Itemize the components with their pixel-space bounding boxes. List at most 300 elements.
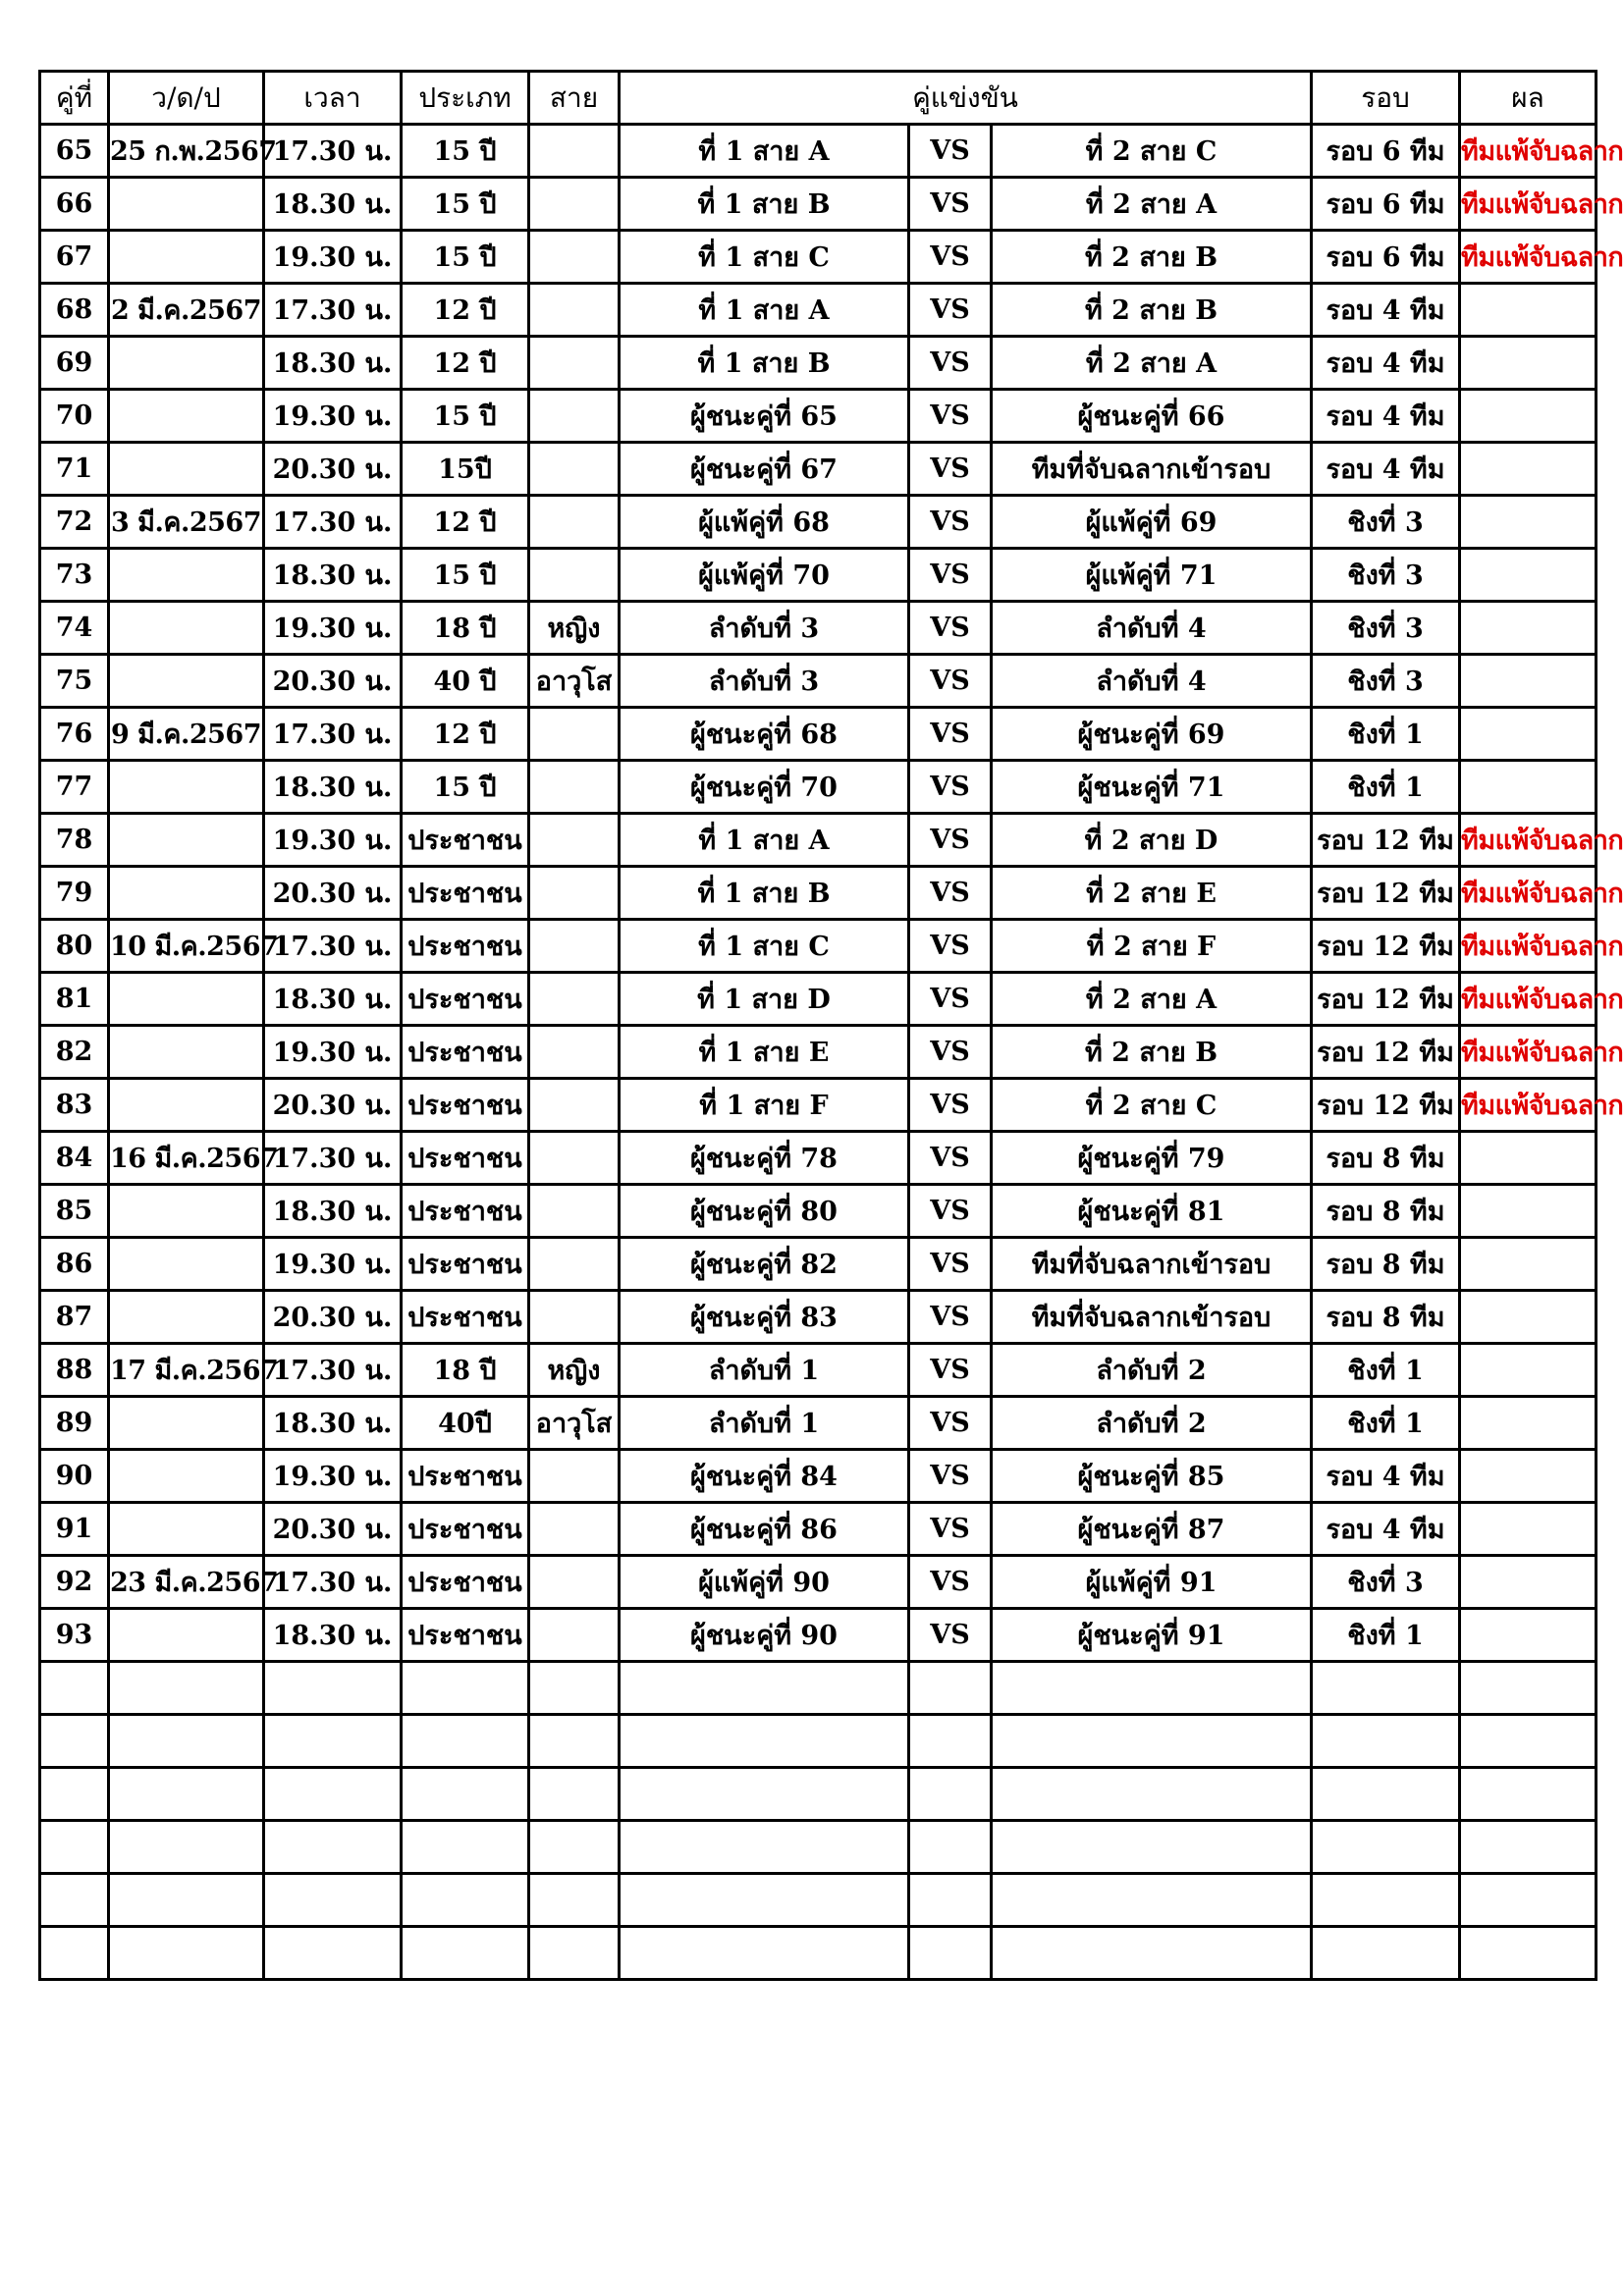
result-cell (1460, 1927, 1597, 1980)
team2-cell: ผู้แพ้คู่ที่ 91 (992, 1556, 1312, 1609)
category-cell: ประชาชน (402, 1185, 529, 1238)
line-cell (529, 231, 620, 284)
line-cell (529, 1079, 620, 1132)
match-number-cell: 72 (40, 496, 109, 549)
team2-cell: ที่ 2 สาย A (992, 973, 1312, 1026)
vs-cell: VS (909, 920, 992, 973)
team1-cell: ที่ 1 สาย D (620, 973, 909, 1026)
vs-cell: VS (909, 1503, 992, 1556)
team2-cell: ทีมที่จับฉลากเข้ารอบ (992, 1238, 1312, 1291)
team2-cell (992, 1927, 1312, 1980)
line-cell (529, 1927, 620, 1980)
category-cell: 12 ปี (402, 708, 529, 761)
match-number-cell: 65 (40, 125, 109, 178)
team2-cell: ทีมที่จับฉลากเข้ารอบ (992, 443, 1312, 496)
date-cell (109, 1715, 264, 1768)
result-cell (1460, 390, 1597, 443)
date-cell (109, 1291, 264, 1344)
match-number-cell (40, 1874, 109, 1927)
date-cell (109, 602, 264, 655)
match-number-cell: 88 (40, 1344, 109, 1397)
category-cell: ประชาชน (402, 1450, 529, 1503)
time-cell: 20.30 น. (264, 655, 402, 708)
category-cell: ประชาชน (402, 973, 529, 1026)
date-cell (109, 390, 264, 443)
match-number-cell (40, 1927, 109, 1980)
table-row (40, 1079, 1597, 1132)
result-cell: ทีมแพ้จับฉลาก (1460, 1079, 1597, 1132)
team1-cell (620, 1715, 909, 1768)
time-cell: 18.30 น. (264, 1185, 402, 1238)
table-row (40, 602, 1597, 655)
team2-cell: ผู้ชนะคู่ที่ 66 (992, 390, 1312, 443)
line-cell (529, 443, 620, 496)
vs-cell: VS (909, 814, 992, 867)
table-row (40, 1821, 1597, 1874)
team1-cell: ที่ 1 สาย A (620, 284, 909, 337)
category-cell: ประชาชน (402, 1026, 529, 1079)
date-cell: 23 มี.ค.2567 (109, 1556, 264, 1609)
date-cell (109, 1503, 264, 1556)
match-number-cell: 73 (40, 549, 109, 602)
date-cell (109, 1026, 264, 1079)
match-number-cell: 93 (40, 1609, 109, 1662)
match-number-cell: 67 (40, 231, 109, 284)
match-schedule-table (38, 70, 1624, 1981)
category-cell: ประชาชน (402, 1556, 529, 1609)
category-cell: 15ปี (402, 443, 529, 496)
result-cell (1460, 1715, 1597, 1768)
team2-cell: ที่ 2 สาย A (992, 337, 1312, 390)
table-row (40, 1185, 1597, 1238)
round-cell: รอบ 4 ทีม (1312, 390, 1460, 443)
result-cell (1460, 1662, 1597, 1715)
team2-cell (992, 1715, 1312, 1768)
round-cell: รอบ 12 ทีม (1312, 867, 1460, 920)
team2-cell: ผู้ชนะคู่ที่ 81 (992, 1185, 1312, 1238)
vs-cell (909, 1821, 992, 1874)
vs-cell: VS (909, 1397, 992, 1450)
match-number-cell (40, 1715, 109, 1768)
round-cell: ชิงที่ 3 (1312, 1556, 1460, 1609)
round-cell (1312, 1821, 1460, 1874)
time-cell: 19.30 น. (264, 231, 402, 284)
table-row (40, 1397, 1597, 1450)
category-cell: 12 ปี (402, 496, 529, 549)
result-cell: ทีมแพ้จับฉลาก (1460, 1026, 1597, 1079)
match-number-cell: 75 (40, 655, 109, 708)
line-cell (529, 1768, 620, 1821)
time-cell: 20.30 น. (264, 867, 402, 920)
category-cell: ประชาชน (402, 1238, 529, 1291)
date-cell: 2 มี.ค.2567 (109, 284, 264, 337)
match-number-cell (40, 1821, 109, 1874)
team2-cell: ผู้ชนะคู่ที่ 69 (992, 708, 1312, 761)
date-cell (109, 1238, 264, 1291)
result-cell (1460, 1821, 1597, 1874)
round-cell: รอบ 4 ทีม (1312, 1450, 1460, 1503)
vs-cell (909, 1768, 992, 1821)
team2-cell: ที่ 2 สาย A (992, 178, 1312, 231)
team2-cell (992, 1768, 1312, 1821)
line-cell (529, 920, 620, 973)
time-cell: 18.30 น. (264, 1609, 402, 1662)
team1-cell: ลำดับที่ 1 (620, 1344, 909, 1397)
team2-cell: ลำดับที่ 4 (992, 655, 1312, 708)
match-number-cell: 71 (40, 443, 109, 496)
round-cell: ชิงที่ 3 (1312, 496, 1460, 549)
date-cell (109, 178, 264, 231)
result-cell (1460, 1397, 1597, 1450)
round-cell: รอบ 4 ทีม (1312, 337, 1460, 390)
team1-cell (620, 1768, 909, 1821)
round-cell: รอบ 8 ทีม (1312, 1291, 1460, 1344)
date-cell (109, 655, 264, 708)
vs-cell: VS (909, 1079, 992, 1132)
line-cell (529, 178, 620, 231)
table-row (40, 390, 1597, 443)
result-cell (1460, 1556, 1597, 1609)
time-cell: 19.30 น. (264, 602, 402, 655)
team1-cell: ผู้ชนะคู่ที่ 68 (620, 708, 909, 761)
category-cell (402, 1821, 529, 1874)
result-cell (1460, 1874, 1597, 1927)
team1-cell: ผู้ชนะคู่ที่ 80 (620, 1185, 909, 1238)
table-row (40, 284, 1597, 337)
team1-cell: ที่ 1 สาย C (620, 920, 909, 973)
round-cell (1312, 1874, 1460, 1927)
date-cell (109, 1927, 264, 1980)
team1-cell: ลำดับที่ 1 (620, 1397, 909, 1450)
team1-cell: ที่ 1 สาย C (620, 231, 909, 284)
date-cell (109, 337, 264, 390)
time-cell: 17.30 น. (264, 1132, 402, 1185)
category-cell: 15 ปี (402, 761, 529, 814)
round-cell: รอบ 6 ทีม (1312, 178, 1460, 231)
time-cell: 17.30 น. (264, 708, 402, 761)
team1-cell: ผู้ชนะคู่ที่ 65 (620, 390, 909, 443)
header-opponents: คู่แข่งขัน (620, 72, 1312, 125)
line-cell (529, 1238, 620, 1291)
match-number-cell: 66 (40, 178, 109, 231)
team1-cell (620, 1662, 909, 1715)
table-row (40, 1450, 1597, 1503)
date-cell (109, 761, 264, 814)
time-cell: 18.30 น. (264, 761, 402, 814)
category-cell: 12 ปี (402, 337, 529, 390)
header-line: สาย (529, 72, 620, 125)
team1-cell: ผู้ชนะคู่ที่ 82 (620, 1238, 909, 1291)
match-number-cell: 69 (40, 337, 109, 390)
date-cell (109, 1609, 264, 1662)
line-cell (529, 814, 620, 867)
time-cell: 19.30 น. (264, 1238, 402, 1291)
table-row (40, 443, 1597, 496)
time-cell: 18.30 น. (264, 178, 402, 231)
match-number-cell: 91 (40, 1503, 109, 1556)
line-cell (529, 1132, 620, 1185)
round-cell (1312, 1768, 1460, 1821)
category-cell: 15 ปี (402, 178, 529, 231)
match-number-cell: 92 (40, 1556, 109, 1609)
date-cell (109, 1662, 264, 1715)
match-number-cell: 70 (40, 390, 109, 443)
category-cell: ประชาชน (402, 920, 529, 973)
result-cell (1460, 496, 1597, 549)
team1-cell (620, 1821, 909, 1874)
category-cell (402, 1927, 529, 1980)
result-cell: ทีมแพ้จับฉลาก (1460, 125, 1597, 178)
round-cell: รอบ 8 ทีม (1312, 1132, 1460, 1185)
date-cell (109, 443, 264, 496)
category-cell (402, 1874, 529, 1927)
result-cell (1460, 1609, 1597, 1662)
date-cell: 25 ก.พ.2567 (109, 125, 264, 178)
category-cell: ประชาชน (402, 1132, 529, 1185)
match-number-cell (40, 1768, 109, 1821)
table-row (40, 814, 1597, 867)
time-cell: 17.30 น. (264, 125, 402, 178)
category-cell: 15 ปี (402, 125, 529, 178)
category-cell: 40 ปี (402, 655, 529, 708)
team1-cell: ผู้แพ้คู่ที่ 68 (620, 496, 909, 549)
match-number-cell: 83 (40, 1079, 109, 1132)
round-cell: รอบ 4 ทีม (1312, 1503, 1460, 1556)
team2-cell (992, 1821, 1312, 1874)
result-cell (1460, 1238, 1597, 1291)
time-cell: 20.30 น. (264, 1503, 402, 1556)
line-cell: หญิง (529, 1344, 620, 1397)
team1-cell (620, 1927, 909, 1980)
round-cell: รอบ 12 ทีม (1312, 1079, 1460, 1132)
category-cell: 40ปี (402, 1397, 529, 1450)
match-number-cell (40, 1662, 109, 1715)
line-cell (529, 1821, 620, 1874)
match-number-cell: 90 (40, 1450, 109, 1503)
date-cell (109, 231, 264, 284)
team2-cell: ลำดับที่ 2 (992, 1397, 1312, 1450)
team2-cell: ที่ 2 สาย C (992, 125, 1312, 178)
team1-cell: ที่ 1 สาย A (620, 814, 909, 867)
table-row (40, 1768, 1597, 1821)
time-cell (264, 1874, 402, 1927)
table-row (40, 761, 1597, 814)
result-cell (1460, 761, 1597, 814)
line-cell: หญิง (529, 602, 620, 655)
match-number-cell: 79 (40, 867, 109, 920)
date-cell (109, 867, 264, 920)
result-cell: ทีมแพ้จับฉลาก (1460, 231, 1597, 284)
team2-cell: ผู้ชนะคู่ที่ 79 (992, 1132, 1312, 1185)
team2-cell: ลำดับที่ 2 (992, 1344, 1312, 1397)
line-cell (529, 1874, 620, 1927)
time-cell: 20.30 น. (264, 443, 402, 496)
table-row (40, 973, 1597, 1026)
team2-cell: ผู้แพ้คู่ที่ 71 (992, 549, 1312, 602)
match-number-cell: 81 (40, 973, 109, 1026)
category-cell: ประชาชน (402, 1609, 529, 1662)
time-cell: 17.30 น. (264, 1344, 402, 1397)
round-cell: ชิงที่ 1 (1312, 1397, 1460, 1450)
date-cell: 9 มี.ค.2567 (109, 708, 264, 761)
category-cell: ประชาชน (402, 814, 529, 867)
vs-cell (909, 1874, 992, 1927)
match-number-cell: 84 (40, 1132, 109, 1185)
header-result: ผล (1460, 72, 1597, 125)
match-number-cell: 80 (40, 920, 109, 973)
line-cell (529, 1503, 620, 1556)
round-cell: รอบ 6 ทีม (1312, 125, 1460, 178)
schedule-body (40, 125, 1624, 1980)
table-row (40, 125, 1597, 178)
round-cell: ชิงที่ 3 (1312, 602, 1460, 655)
vs-cell: VS (909, 284, 992, 337)
team2-cell: ที่ 2 สาย E (992, 867, 1312, 920)
round-cell: รอบ 8 ทีม (1312, 1185, 1460, 1238)
round-cell: ชิงที่ 3 (1312, 655, 1460, 708)
date-cell (109, 1821, 264, 1874)
team2-cell: ทีมที่จับฉลากเข้ารอบ (992, 1291, 1312, 1344)
team1-cell: ผู้ชนะคู่ที่ 78 (620, 1132, 909, 1185)
team1-cell: ที่ 1 สาย B (620, 178, 909, 231)
vs-cell: VS (909, 867, 992, 920)
vs-cell: VS (909, 1026, 992, 1079)
team2-cell: ที่ 2 สาย B (992, 284, 1312, 337)
vs-cell: VS (909, 1556, 992, 1609)
team1-cell: ที่ 1 สาย B (620, 867, 909, 920)
round-cell: รอบ 4 ทีม (1312, 284, 1460, 337)
team1-cell: ผู้ชนะคู่ที่ 83 (620, 1291, 909, 1344)
result-cell (1460, 549, 1597, 602)
match-number-cell: 68 (40, 284, 109, 337)
table-row (40, 920, 1597, 973)
team2-cell: ที่ 2 สาย B (992, 231, 1312, 284)
header-round: รอบ (1312, 72, 1460, 125)
line-cell (529, 549, 620, 602)
team1-cell: ผู้ชนะคู่ที่ 67 (620, 443, 909, 496)
team2-cell: ที่ 2 สาย F (992, 920, 1312, 973)
vs-cell: VS (909, 443, 992, 496)
time-cell: 19.30 น. (264, 814, 402, 867)
category-cell: 18 ปี (402, 602, 529, 655)
team1-cell: ผู้แพ้คู่ที่ 90 (620, 1556, 909, 1609)
vs-cell: VS (909, 1450, 992, 1503)
match-number-cell: 89 (40, 1397, 109, 1450)
date-cell (109, 1450, 264, 1503)
line-cell (529, 761, 620, 814)
line-cell (529, 708, 620, 761)
vs-cell: VS (909, 761, 992, 814)
line-cell (529, 1556, 620, 1609)
team1-cell: ที่ 1 สาย A (620, 125, 909, 178)
table-row (40, 496, 1597, 549)
date-cell (109, 973, 264, 1026)
time-cell: 18.30 น. (264, 973, 402, 1026)
team2-cell: ผู้ชนะคู่ที่ 85 (992, 1450, 1312, 1503)
vs-cell: VS (909, 231, 992, 284)
team1-cell: ผู้แพ้คู่ที่ 70 (620, 549, 909, 602)
date-cell (109, 1768, 264, 1821)
round-cell: ชิงที่ 1 (1312, 1344, 1460, 1397)
time-cell (264, 1927, 402, 1980)
vs-cell: VS (909, 655, 992, 708)
team1-cell: ที่ 1 สาย F (620, 1079, 909, 1132)
time-cell: 19.30 น. (264, 390, 402, 443)
table-row (40, 867, 1597, 920)
team2-cell: ที่ 2 สาย B (992, 1026, 1312, 1079)
date-cell (109, 1397, 264, 1450)
vs-cell: VS (909, 390, 992, 443)
header-category: ประเภท (402, 72, 529, 125)
round-cell: ชิงที่ 1 (1312, 708, 1460, 761)
vs-cell: VS (909, 1132, 992, 1185)
team2-cell: ผู้ชนะคู่ที่ 71 (992, 761, 1312, 814)
vs-cell: VS (909, 708, 992, 761)
line-cell: อาวุโส (529, 655, 620, 708)
match-number-cell: 85 (40, 1185, 109, 1238)
vs-cell: VS (909, 1609, 992, 1662)
time-cell: 17.30 น. (264, 1556, 402, 1609)
team1-cell: ผู้ชนะคู่ที่ 90 (620, 1609, 909, 1662)
round-cell: รอบ 12 ทีม (1312, 1026, 1460, 1079)
result-cell (1460, 1185, 1597, 1238)
match-number-cell: 78 (40, 814, 109, 867)
date-cell: 17 มี.ค.2567 (109, 1344, 264, 1397)
table-row (40, 1715, 1597, 1768)
result-cell (1460, 284, 1597, 337)
team2-cell: ผู้ชนะคู่ที่ 91 (992, 1609, 1312, 1662)
category-cell: 15 ปี (402, 390, 529, 443)
category-cell (402, 1768, 529, 1821)
round-cell: รอบ 12 ทีม (1312, 973, 1460, 1026)
line-cell (529, 125, 620, 178)
table-row (40, 1503, 1597, 1556)
table-row (40, 1238, 1597, 1291)
vs-cell: VS (909, 125, 992, 178)
line-cell (529, 1291, 620, 1344)
round-cell: ชิงที่ 1 (1312, 761, 1460, 814)
vs-cell (909, 1662, 992, 1715)
line-cell (529, 1450, 620, 1503)
table-row (40, 1291, 1597, 1344)
table-row (40, 1556, 1597, 1609)
team2-cell: ที่ 2 สาย C (992, 1079, 1312, 1132)
team2-cell (992, 1662, 1312, 1715)
vs-cell: VS (909, 1185, 992, 1238)
line-cell (529, 1609, 620, 1662)
category-cell: 18 ปี (402, 1344, 529, 1397)
date-cell: 3 มี.ค.2567 (109, 496, 264, 549)
line-cell (529, 867, 620, 920)
date-cell: 10 มี.ค.2567 (109, 920, 264, 973)
header-date: ว/ด/ป (109, 72, 264, 125)
table-row (40, 1609, 1597, 1662)
header-match-no: คู่ที่ (40, 72, 109, 125)
team2-cell: ลำดับที่ 4 (992, 602, 1312, 655)
team1-cell: ที่ 1 สาย E (620, 1026, 909, 1079)
result-cell: ทีมแพ้จับฉลาก (1460, 973, 1597, 1026)
match-number-cell: 87 (40, 1291, 109, 1344)
table-row (40, 1874, 1597, 1927)
round-cell: ชิงที่ 1 (1312, 1609, 1460, 1662)
line-cell (529, 973, 620, 1026)
team1-cell: ผู้ชนะคู่ที่ 86 (620, 1503, 909, 1556)
time-cell: 17.30 น. (264, 920, 402, 973)
line-cell (529, 496, 620, 549)
time-cell (264, 1821, 402, 1874)
result-cell: ทีมแพ้จับฉลาก (1460, 867, 1597, 920)
team2-cell: ผู้ชนะคู่ที่ 87 (992, 1503, 1312, 1556)
